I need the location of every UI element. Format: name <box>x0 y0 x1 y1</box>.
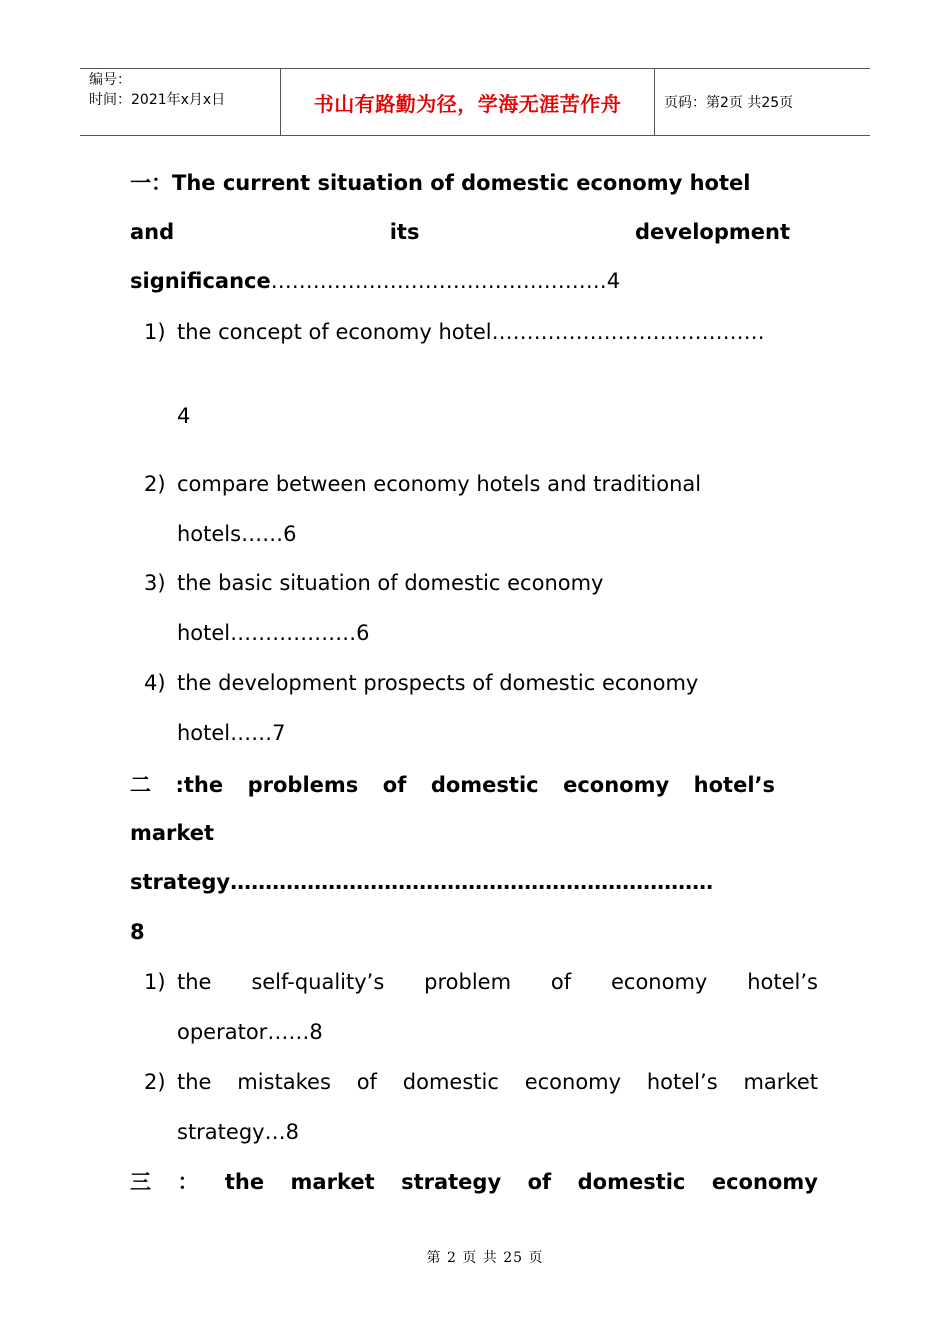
motto-text: 书山有路勤为径，学海无涯苦作舟 <box>313 91 622 116</box>
toc-item-number: 2) <box>144 1070 166 1094</box>
toc-section-2-title-line2: market <box>130 821 215 845</box>
word: the <box>224 1170 265 1194</box>
header-meta-cell <box>80 69 281 135</box>
word: self-quality’s <box>251 970 385 994</box>
toc-section-1-title-line2 <box>130 219 790 245</box>
page-info: 页码：第2页 共25页 <box>664 95 794 111</box>
page-leader: …………………………………………4 <box>270 269 621 293</box>
toc-section-3-title <box>130 1169 818 1195</box>
toc-item-text: the basic situation of domestic economy <box>177 571 604 595</box>
toc-item-page: strategy…8 <box>177 1120 299 1144</box>
section-title-word: significance <box>130 269 271 293</box>
word: its <box>389 220 420 244</box>
toc-item-text: the concept of economy hotel………………………………… <box>177 320 765 344</box>
toc-item-number: 1) <box>144 970 166 994</box>
word: domestic <box>430 773 539 797</box>
word: economy <box>563 773 670 797</box>
word: market <box>743 1070 818 1094</box>
word: ： <box>177 1170 199 1194</box>
word: and <box>130 220 175 244</box>
page-footer: 第 2 页 共 25 页 <box>426 1250 544 1266</box>
toc-item-text <box>177 969 818 995</box>
page-header <box>80 68 870 136</box>
toc-item-page: hotel……7 <box>177 721 286 745</box>
word: :the <box>175 773 224 797</box>
toc-item-page: hotels……6 <box>177 522 297 546</box>
toc-section-2-page: 8 <box>130 920 145 944</box>
word: the <box>177 970 212 994</box>
word: domestic <box>402 1070 499 1094</box>
date-label: 时间：2021年x月x日 <box>89 92 226 108</box>
word: 二 <box>130 773 151 797</box>
toc-item-number: 4) <box>144 671 166 695</box>
word: the <box>177 1070 212 1094</box>
word: mistakes <box>237 1070 331 1094</box>
word: hotel’s <box>747 970 818 994</box>
toc-item-page: operator……8 <box>177 1020 323 1044</box>
word: 三 <box>130 1170 151 1194</box>
header-motto-cell <box>281 69 655 135</box>
toc-item-text: compare between economy hotels and traditional <box>177 472 702 496</box>
word: economy <box>524 1070 622 1094</box>
word: of <box>527 1170 552 1194</box>
word: economy <box>610 970 708 994</box>
toc-section-2-title <box>130 772 775 798</box>
header-page-cell <box>655 69 870 135</box>
word: hotel’s <box>693 773 775 797</box>
toc-item-page: hotel………………6 <box>177 621 370 645</box>
number-label: 编号： <box>89 72 131 88</box>
word: problem <box>424 970 512 994</box>
word: problems <box>247 773 359 797</box>
word: hotel’s <box>646 1070 718 1094</box>
word: development <box>635 220 790 244</box>
toc-section-1-title-line3 <box>130 268 620 294</box>
toc-section-1-title: 一：The current situation of domestic economy hotel <box>130 171 751 195</box>
word: of <box>356 1070 377 1094</box>
word: of <box>382 773 407 797</box>
word: strategy <box>401 1170 502 1194</box>
toc-item-number: 2) <box>144 472 166 496</box>
toc-item-text <box>177 1069 818 1095</box>
word: domestic <box>577 1170 686 1194</box>
toc-item-number: 1) <box>144 320 166 344</box>
toc-item-text: the development prospects of domestic economy <box>177 671 699 695</box>
toc-item-number: 3) <box>144 571 166 595</box>
toc-item-page: 4 <box>177 404 191 428</box>
word: of <box>550 970 572 994</box>
toc-section-2-title-line3: strategy…………………………………………………………… <box>130 870 714 894</box>
word: economy <box>711 1170 818 1194</box>
word: market <box>290 1170 375 1194</box>
